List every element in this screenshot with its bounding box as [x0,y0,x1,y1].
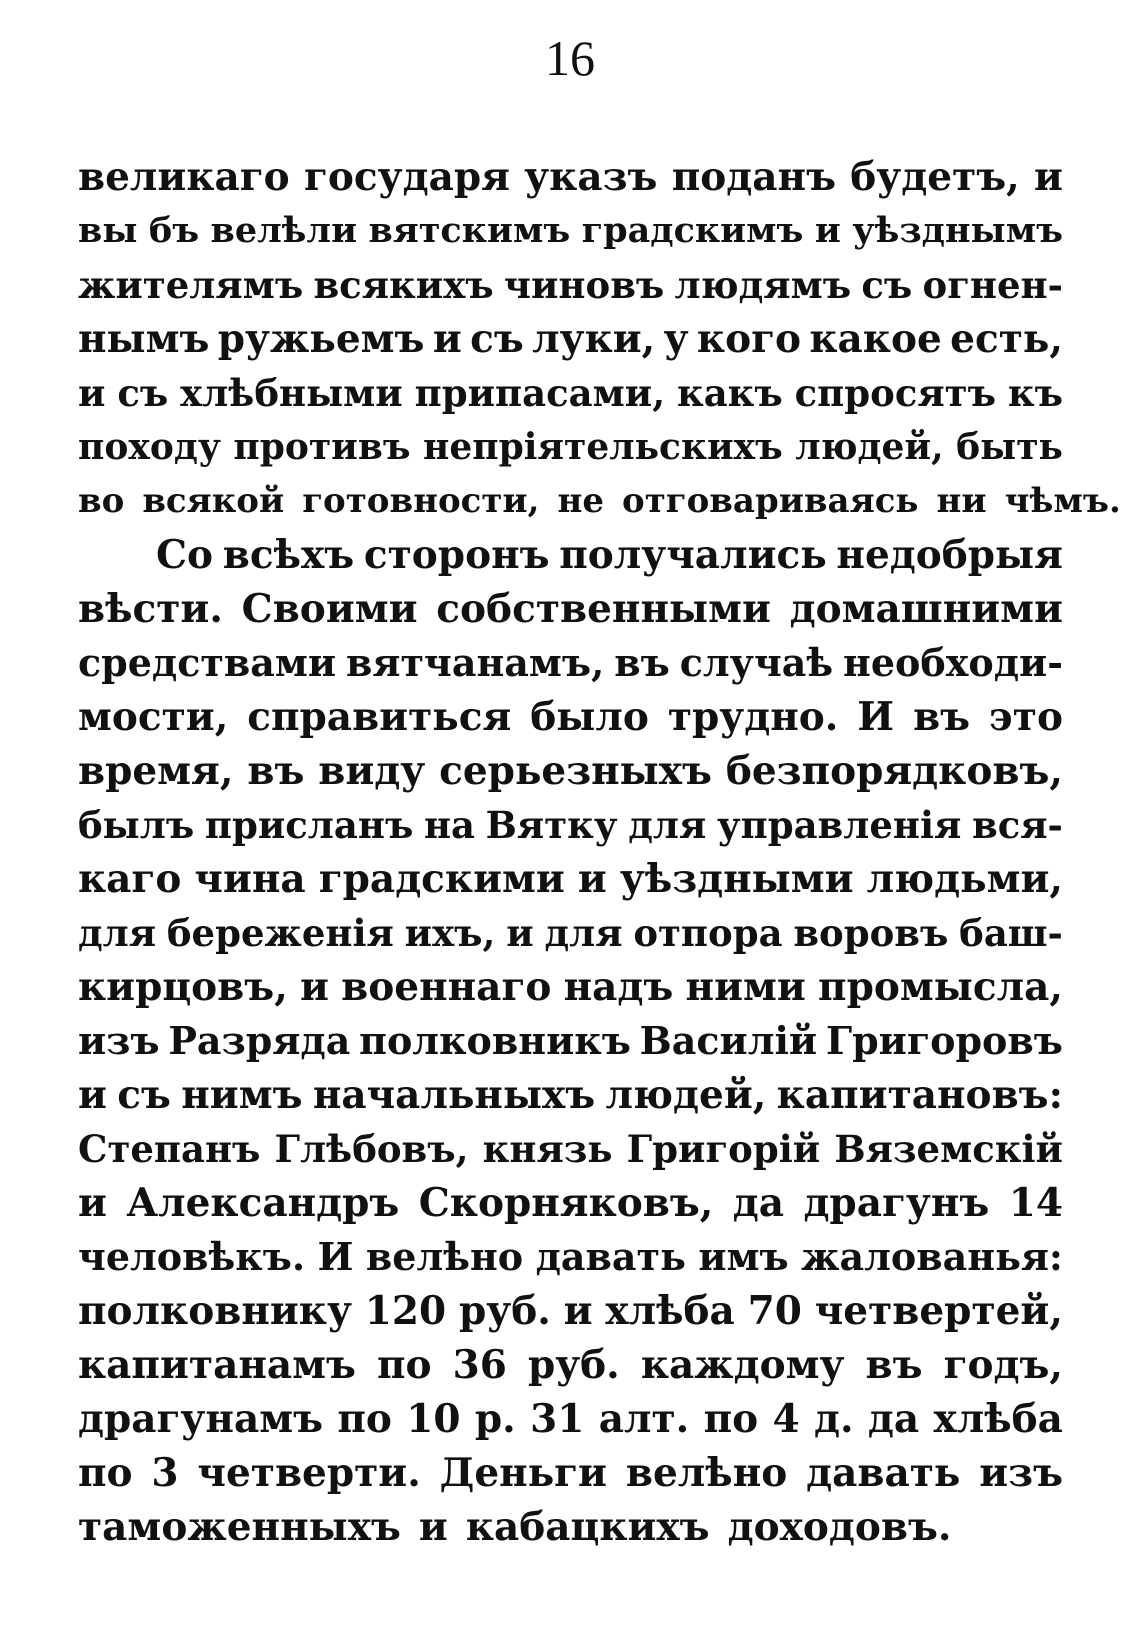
text-line [78,1122,1063,1176]
word: въ [247,748,305,794]
word: годъ, [943,1342,1063,1388]
word: необходи- [843,640,1063,685]
word: въ [865,1342,923,1388]
word: съ [117,371,169,415]
word: спросятъ [794,371,996,415]
word: на [423,803,476,847]
word: жителямъ [78,263,304,307]
word: баш- [959,911,1063,955]
word: хлѣбными [180,371,403,415]
word: и [300,964,329,1010]
word: Вятку [485,803,618,847]
word: безпорядковъ, [725,748,1063,794]
word: луки, [532,316,656,362]
word: чѣмъ. [1004,481,1121,521]
word: указъ [524,154,658,200]
paragraph [78,528,1063,1554]
word: получались [559,532,827,578]
word: съ [861,263,913,307]
word: Глѣбовъ, [274,1127,469,1171]
text-line [78,1284,1063,1338]
word: д. [813,1396,854,1442]
word: да [867,1396,920,1442]
word: алт. [598,1396,690,1442]
word: Со [156,532,214,578]
word: вся- [971,803,1063,847]
text-line [78,798,1063,852]
word: бъ [148,210,200,251]
word: Василій [639,1018,818,1063]
word: съ [470,316,524,362]
word: было [530,694,649,740]
word: случаѣ [679,640,834,685]
word: Своими [241,586,418,632]
word: великаго [78,154,290,200]
text-line [78,204,1063,258]
word: драгунъ [803,1180,990,1226]
text-line [78,420,1063,474]
word: по [703,1396,759,1442]
word: изъ [78,1018,160,1063]
word: государя [303,154,510,200]
word: 4 [772,1396,800,1442]
word: Деньги [439,1450,607,1496]
word: быть [956,426,1063,468]
word: 31 [530,1396,585,1442]
word: 70 [747,1288,802,1334]
word: нымъ [78,316,210,362]
word: хлѣба [933,1396,1063,1442]
word: Вяземскій [834,1127,1063,1171]
word: полковникъ [359,1018,631,1063]
word: кирцовъ, [78,964,288,1010]
word: давать [806,1450,961,1496]
word: у [663,316,689,362]
word: трудно. [667,694,839,740]
word: сторонъ [363,532,550,578]
text-line [78,582,1063,636]
word: и [78,1180,107,1226]
word: виду [318,748,426,794]
text-line [78,1230,1063,1284]
word: былъ [78,803,195,847]
text-line [78,474,1121,528]
text-line [78,1500,1063,1554]
word: 10 [406,1396,461,1442]
word: собственными [436,586,771,632]
word: уѣздными [619,856,854,902]
word: Скорняковъ, [418,1180,714,1226]
text-line [78,312,1063,366]
word: велѣно [625,1450,788,1496]
word: къ [1007,371,1063,415]
text-line [78,906,1063,960]
word: чиновъ [503,263,665,307]
body-text [78,150,1121,1554]
word: въ [614,640,670,685]
word: вятчанамъ, [346,640,605,685]
text-line [78,366,1063,420]
word: и [577,856,607,902]
text-line [78,1014,1063,1068]
word: непріятельскихъ [422,426,783,468]
word: всѣхъ [222,532,355,578]
word: по [337,1396,392,1442]
word: уѣзднымъ [852,210,1063,251]
word: руб. [527,1342,620,1388]
text-line [78,1446,1063,1500]
word: присланъ [204,803,414,847]
word: руб. [458,1288,551,1334]
word: по [377,1342,432,1388]
word: человѣкъ. [78,1234,306,1279]
word: будетъ, [850,154,1020,200]
word: мости, [78,694,229,740]
word: есть, [950,316,1063,362]
word: каго [78,856,182,902]
word: И [857,694,895,740]
word: и [814,210,841,251]
word: управленія [716,803,962,847]
word: имъ [698,1234,789,1279]
word: градскимъ [581,210,804,251]
word: Григорій [626,1127,821,1171]
word: капитановъ: [776,1072,1063,1118]
word: ни [936,481,987,521]
word: кабацкихъ [465,1504,710,1550]
word: готовности, [302,481,540,521]
word: четверти. [197,1450,421,1496]
word: отговариваясь [622,481,919,521]
word: кого [696,316,802,362]
word: людьми, [866,856,1063,902]
word: вы [78,210,138,251]
word: капитанамъ [78,1342,356,1388]
word: средствами [78,640,337,685]
word: градскими [318,856,565,902]
text-line [78,852,1063,906]
word: велѣли [210,210,358,251]
word: жалованья: [801,1234,1063,1279]
text-line [78,1068,1063,1122]
word: отпора [633,911,783,955]
word: 3 [151,1450,179,1496]
word: начальныхъ [312,1072,596,1118]
word: Разряда [168,1018,351,1063]
word: недобрыя [836,532,1063,578]
word: И [317,1234,354,1279]
word: хлѣба [605,1288,735,1334]
word: людей, [795,426,944,468]
text-line [78,1176,1063,1230]
text-line [78,690,1063,744]
word: домашними [789,586,1063,632]
text-line [78,744,1063,798]
word: людямъ [674,263,852,307]
word: и [418,1504,448,1550]
word: по [78,1450,133,1496]
word: Степанъ [78,1127,261,1171]
word: ихъ, [404,911,496,955]
word: не [557,481,605,521]
word: всякой [142,481,285,521]
word: время, [78,748,234,794]
word: береженія [166,911,394,955]
word: ружьемъ [217,316,425,362]
word: серьезныхъ [439,748,712,794]
text-line [78,960,1063,1014]
word: Александръ [126,1180,400,1226]
word: огнен- [922,263,1063,307]
text-line [78,258,1063,312]
word: воровъ [793,911,949,955]
word: и [78,1072,107,1118]
word: вятскимъ [368,210,571,251]
word: и [563,1288,593,1334]
word: и [506,911,534,955]
word: князь [482,1127,613,1171]
word: въ [913,694,971,740]
word: и [1034,154,1063,200]
word: 120 [364,1288,447,1334]
word: чина [194,856,306,902]
word: доходовъ. [727,1504,952,1550]
word: съ [117,1072,171,1118]
word: для [544,911,623,955]
word: противъ [233,426,411,468]
word: и [78,371,106,415]
word: для [78,911,157,955]
word: велѣно [365,1234,524,1279]
word: и [432,316,462,362]
word: военнаго [341,964,552,1010]
word: во [78,481,125,521]
paragraph [78,150,1121,528]
text-line [78,1338,1063,1392]
word: надъ [563,964,674,1010]
word: ними [685,964,806,1010]
word: Григоровъ [825,1018,1063,1063]
text-line [78,150,1063,204]
word: какъ [676,371,783,415]
word: таможенныхъ [78,1504,401,1550]
word: поданъ [671,154,837,200]
word: р. [474,1396,516,1442]
word: какое [809,316,942,362]
word: вѣсти. [78,586,223,632]
word: промысла, [818,964,1063,1010]
text-line [78,528,1063,582]
text-line [78,1392,1063,1446]
word: нимъ [181,1072,303,1118]
word: всякихъ [313,263,494,307]
word: людей, [605,1072,767,1118]
word: это [989,694,1063,740]
text-line [78,636,1063,690]
word: 14 [1008,1180,1063,1226]
word: изъ [979,1450,1063,1496]
word: справиться [247,694,512,740]
word: для [628,803,707,847]
word: походу [78,426,221,468]
word: драгунамъ [78,1396,324,1442]
word: четвертей, [814,1288,1063,1334]
word: 36 [452,1342,507,1388]
word: полковнику [78,1288,352,1334]
word: да [732,1180,785,1226]
word: каждому [640,1342,845,1388]
word: давать [535,1234,686,1279]
word: припасами, [414,371,666,415]
page-number: 16 [545,30,595,86]
